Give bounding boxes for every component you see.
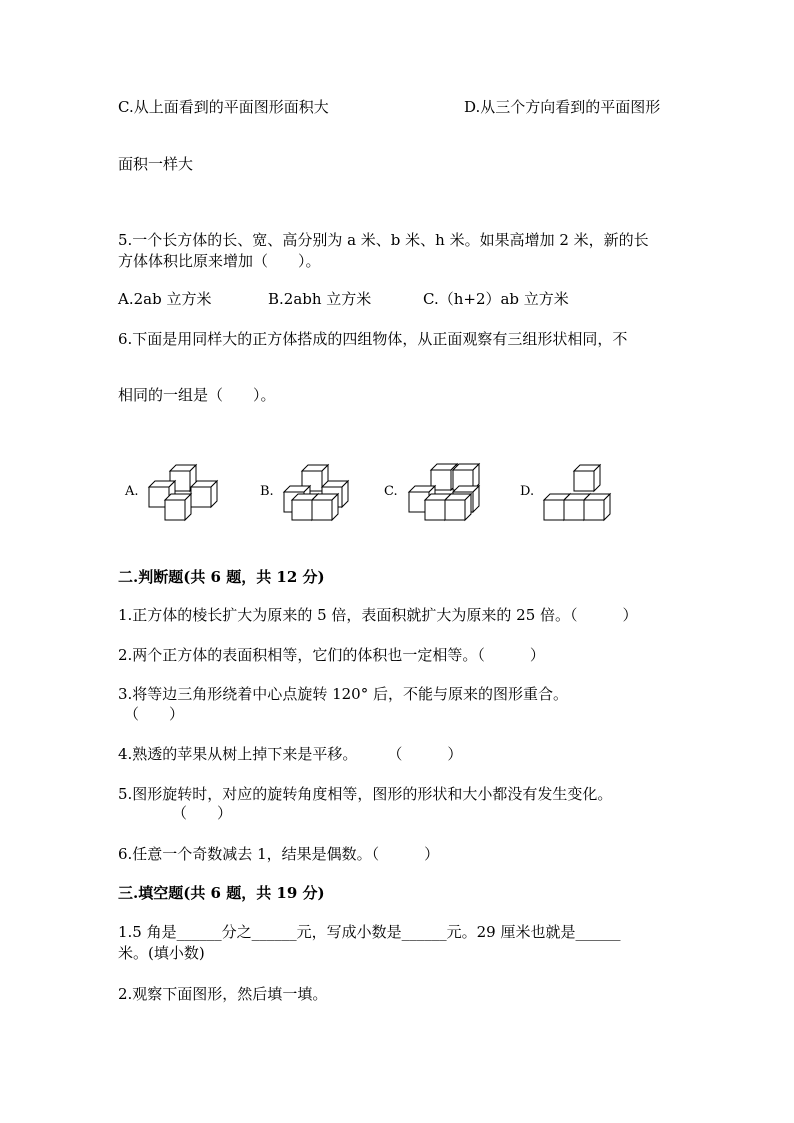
q5-option-b: B.2abh 立方米 — [268, 290, 372, 308]
section2-item-5: 5.图形旋转时，对应的旋转角度相等，图形的形状和大小都没有发生变化。 — [118, 785, 613, 803]
section2-item-5-answer: （ ） — [172, 804, 233, 822]
section2-item-4: 4.熟透的苹果从树上掉下来是平移。 （ ） — [118, 745, 463, 763]
cube-shape — [312, 500, 332, 520]
cube-shape — [574, 471, 594, 491]
section2-item-6: 6.任意一个奇数减去 1，结果是偶数。（ ） — [118, 845, 440, 863]
section2-item-3-answer: （ ） — [124, 705, 185, 723]
section3-q2: 2.观察下面图形，然后填一填。 — [118, 985, 328, 1003]
section2-item-3: 3.将等边三角形绕着中心点旋转 120° 后，不能与原来的图形重合。 — [118, 685, 568, 703]
q6-stem-line1: 6.下面是用同样大的正方体搭成的四组物体，从正面观察有三组形状相同，不 — [118, 330, 628, 348]
q6-figure-label-b: B. — [260, 484, 274, 499]
cube-shape — [544, 500, 564, 520]
q5-stem-line1: 5.一个长方体的长、宽、高分别为 a 米、b 米、h 米。如果高增加 2 米，新的长 — [118, 231, 649, 249]
q6-figure-label-d: D. — [520, 484, 535, 499]
q6-figure-a — [145, 462, 223, 524]
cube-shape — [564, 500, 584, 520]
q6-figure-b — [280, 462, 354, 524]
cube-shape — [165, 500, 185, 520]
section3-q1-line1: 1.5 角是______分之______元，写成小数是______元。29 厘米也就是______ — [118, 923, 621, 941]
cube-shape — [292, 500, 312, 520]
q6-figure-d — [542, 462, 616, 524]
q5-option-a: A.2ab 立方米 — [118, 290, 212, 308]
cube-shape — [445, 500, 465, 520]
q6-figure-c — [405, 462, 485, 524]
section2-item-1: 1.正方体的棱长扩大为原来的 5 倍，表面积就扩大为原来的 25 倍。（ ） — [118, 606, 638, 624]
q4-option-d-continued: 面积一样大 — [118, 155, 194, 173]
q6-figure-label-a: A. — [125, 484, 139, 499]
cube-shape — [425, 500, 445, 520]
section2-heading: 二.判断题(共 6 题，共 12 分) — [118, 568, 325, 586]
section3-q1-line2: 米。(填小数) — [118, 944, 205, 962]
q6-stem-line2: 相同的一组是（ ）。 — [118, 386, 276, 404]
q4-option-c: C.从上面看到的平面图形面积大 — [118, 98, 329, 116]
section3-heading: 三.填空题(共 6 题，共 19 分) — [118, 884, 325, 902]
q4-option-d: D.从三个方向看到的平面图形 — [464, 98, 661, 116]
q5-stem-line2: 方体体积比原来增加（ ）。 — [118, 252, 321, 270]
section2-item-2: 2.两个正方体的表面积相等，它们的体积也一定相等。（ ） — [118, 646, 545, 664]
cube-shape — [584, 500, 604, 520]
q6-figure-label-c: C. — [384, 484, 398, 499]
q5-option-c: C.（h+2）ab 立方米 — [423, 290, 569, 308]
cube-shape — [191, 487, 211, 507]
